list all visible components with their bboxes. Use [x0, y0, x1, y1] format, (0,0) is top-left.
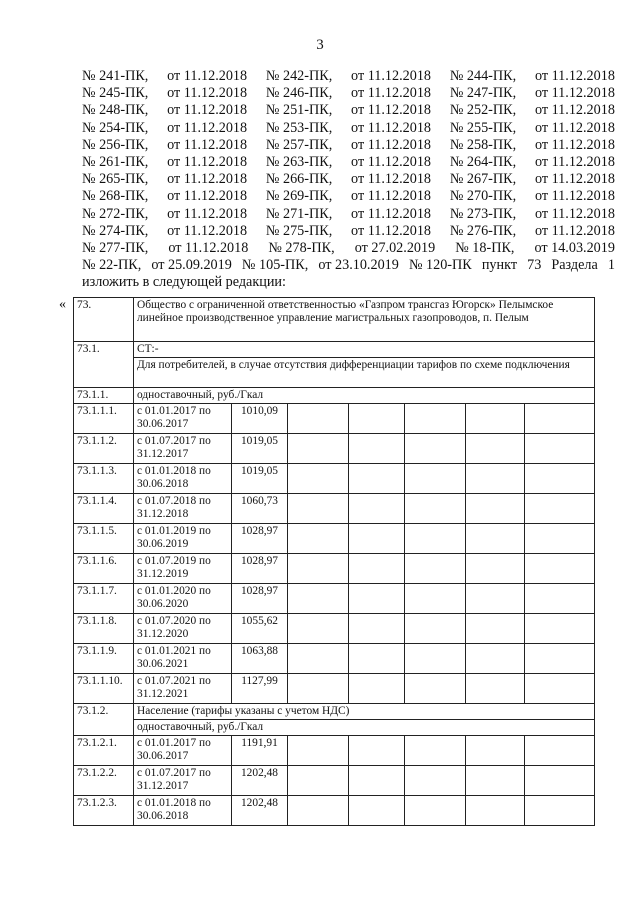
empty-cell — [288, 554, 349, 584]
empty-cell — [405, 434, 466, 464]
empty-cell — [349, 736, 405, 766]
row-value: 1019,05 — [232, 464, 288, 494]
tariff-row — [74, 494, 595, 524]
reference-token: № 257-ПК, — [265, 136, 333, 153]
row-value: 1202,48 — [232, 766, 288, 796]
reference-token: от 11.12.2018 — [534, 85, 615, 102]
empty-cell — [288, 584, 349, 614]
empty-cell — [405, 644, 466, 674]
reference-token: № 251-ПК, — [265, 102, 333, 119]
empty-cell — [349, 674, 405, 704]
reference-token: от 25.09.2019 — [151, 257, 232, 274]
reference-token: № 246-ПК, — [265, 85, 333, 102]
reference-token: от 11.12.2018 — [534, 154, 615, 171]
empty-cell — [466, 674, 525, 704]
tariff-row — [74, 434, 595, 464]
tariff-row — [74, 674, 595, 704]
consumers-note: Для потребителей, в случае отсутствия дифференциации тарифов по схеме подключения — [134, 358, 595, 388]
reference-token: 73 — [527, 257, 542, 274]
empty-cell — [405, 614, 466, 644]
reference-token: № 265-ПК, — [82, 171, 149, 188]
empty-cell — [288, 674, 349, 704]
row-period: с 01.07.2020 по 31.12.2020 — [134, 614, 232, 644]
section-label: СТ:- — [134, 342, 595, 358]
empty-cell — [349, 404, 405, 434]
reference-token: № 244-ПК, — [449, 68, 517, 84]
empty-cell — [525, 404, 595, 434]
reference-token: от 11.12.2018 — [351, 222, 432, 239]
reference-token: № 242-ПК, — [265, 68, 333, 84]
reference-token: № 120-ПК — [408, 257, 472, 274]
row-number: 73.1.1.4. — [74, 494, 134, 524]
reference-line — [82, 188, 615, 205]
row-value: 1010,09 — [232, 404, 288, 434]
empty-cell — [466, 434, 525, 464]
row-value: 1063,88 — [232, 644, 288, 674]
reference-token: № 258-ПК, — [449, 136, 517, 153]
empty-cell — [405, 796, 466, 826]
reference-token: № 278-ПК, — [268, 240, 335, 257]
tariff-row — [74, 554, 595, 584]
reference-token: № 264-ПК, — [449, 154, 517, 171]
empty-cell — [466, 796, 525, 826]
reference-line — [82, 240, 615, 257]
empty-cell — [288, 494, 349, 524]
consumers-note-row — [74, 358, 595, 388]
row-value: 1028,97 — [232, 524, 288, 554]
reference-token: от 11.12.2018 — [351, 85, 432, 102]
empty-cell — [525, 674, 595, 704]
reference-list — [82, 68, 615, 292]
empty-cell — [288, 766, 349, 796]
reference-token: № 241-ПК, — [82, 68, 149, 84]
population-row — [74, 704, 595, 720]
group1-number: 73.1.1. — [74, 388, 134, 404]
reference-token: № 105-ПК, — [241, 257, 309, 274]
tariff-table — [73, 297, 595, 826]
reference-line — [82, 223, 615, 240]
row-value: 1019,05 — [232, 434, 288, 464]
reference-token: от 11.12.2018 — [351, 188, 432, 205]
empty-cell — [288, 736, 349, 766]
reference-token: от 27.02.2019 — [354, 240, 436, 257]
empty-cell — [525, 554, 595, 584]
reference-token: пункт — [481, 257, 518, 274]
empty-cell — [349, 766, 405, 796]
row-number: 73.1.1.5. — [74, 524, 134, 554]
reference-token: № 268-ПК, — [82, 188, 149, 205]
reference-line — [82, 120, 615, 137]
row-number: 73.1.1.1. — [74, 404, 134, 434]
row-number: 73.1.1.2. — [74, 434, 134, 464]
row-period: с 01.01.2021 по 30.06.2021 — [134, 644, 232, 674]
empty-cell — [288, 614, 349, 644]
empty-cell — [466, 584, 525, 614]
opening-quote: « — [59, 297, 66, 312]
row-period: с 01.01.2018 по 30.06.2018 — [134, 796, 232, 826]
empty-cell — [466, 766, 525, 796]
row-period: с 01.01.2019 по 30.06.2019 — [134, 524, 232, 554]
reference-token: от 11.12.2018 — [168, 240, 249, 257]
empty-cell — [288, 524, 349, 554]
empty-cell — [349, 584, 405, 614]
empty-cell — [405, 766, 466, 796]
empty-cell — [525, 614, 595, 644]
population-label: Население (тарифы указаны с учетом НДС) — [134, 704, 595, 720]
reference-token: от 11.12.2018 — [351, 102, 432, 119]
reference-token: от 11.12.2018 — [534, 68, 615, 84]
reference-token: № 273-ПК, — [449, 205, 517, 222]
empty-cell — [405, 584, 466, 614]
reference-token: № 22-ПК, — [82, 257, 142, 274]
empty-cell — [288, 464, 349, 494]
empty-cell — [349, 434, 405, 464]
empty-cell — [405, 554, 466, 584]
org-row — [74, 298, 595, 342]
empty-cell — [525, 494, 595, 524]
empty-cell — [466, 524, 525, 554]
population-number: 73.1.2. — [74, 704, 134, 736]
group1-row — [74, 388, 595, 404]
reference-token: № 275-ПК, — [265, 222, 333, 239]
tariff-row — [74, 614, 595, 644]
reference-token: от 11.12.2018 — [534, 188, 615, 205]
tariff-row — [74, 644, 595, 674]
tariff-row — [74, 584, 595, 614]
empty-cell — [349, 554, 405, 584]
row-number: 73.1.1.3. — [74, 464, 134, 494]
section-number: 73.1. — [74, 342, 134, 388]
empty-cell — [466, 404, 525, 434]
empty-cell — [405, 404, 466, 434]
empty-cell — [349, 614, 405, 644]
reference-token: № 256-ПК, — [82, 136, 149, 153]
reference-token: № 253-ПК, — [265, 119, 333, 136]
reference-token: от 11.12.2018 — [534, 222, 615, 239]
empty-cell — [466, 554, 525, 584]
reference-token: от 11.12.2018 — [167, 154, 248, 171]
reference-line — [82, 206, 615, 223]
page-number: 3 — [316, 37, 324, 53]
reference-token: от 11.12.2018 — [167, 85, 248, 102]
reference-token: № 277-ПК, — [82, 240, 149, 257]
empty-cell — [349, 464, 405, 494]
reference-token: № 252-ПК, — [449, 102, 517, 119]
reference-token: от 11.12.2018 — [167, 188, 248, 205]
empty-cell — [405, 524, 466, 554]
intro-tail: изложить в следующей редакции: — [82, 274, 286, 291]
row-period: с 01.07.2018 по 31.12.2018 — [134, 494, 232, 524]
group2-label: одноставочный, руб./Гкал — [134, 720, 595, 736]
reference-token: № 263-ПК, — [265, 154, 333, 171]
tariff-row — [74, 464, 595, 494]
row-value: 1127,99 — [232, 674, 288, 704]
empty-cell — [349, 524, 405, 554]
reference-token: от 11.12.2018 — [351, 68, 432, 84]
empty-cell — [466, 494, 525, 524]
row-period: с 01.07.2017 по 31.12.2017 — [134, 434, 232, 464]
reference-token: от 11.12.2018 — [167, 119, 248, 136]
reference-token: от 11.12.2018 — [167, 102, 248, 119]
reference-token: № 248-ПК, — [82, 102, 149, 119]
row-period: с 01.07.2021 по 31.12.2021 — [134, 674, 232, 704]
reference-token: 1 — [607, 257, 615, 274]
empty-cell — [525, 584, 595, 614]
row-number: 73.1.1.8. — [74, 614, 134, 644]
row-number: 73.1.2.2. — [74, 766, 134, 796]
reference-line — [82, 171, 615, 188]
tariff-row — [74, 736, 595, 766]
reference-token: от 11.12.2018 — [534, 171, 615, 188]
row-period: с 01.01.2017 по 30.06.2017 — [134, 404, 232, 434]
empty-cell — [466, 464, 525, 494]
reference-token: № 261-ПК, — [82, 154, 149, 171]
org-number: 73. — [74, 298, 134, 342]
reference-token: № 271-ПК, — [265, 205, 333, 222]
group2-row — [74, 720, 595, 736]
row-period: с 01.07.2017 по 31.12.2017 — [134, 766, 232, 796]
row-value: 1191,91 — [232, 736, 288, 766]
empty-cell — [349, 494, 405, 524]
row-number: 73.1.2.1. — [74, 736, 134, 766]
empty-cell — [525, 736, 595, 766]
reference-token: № 245-ПК, — [82, 85, 149, 102]
reference-token: от 11.12.2018 — [167, 68, 248, 84]
empty-cell — [525, 796, 595, 826]
reference-token: от 11.12.2018 — [167, 205, 248, 222]
tariff-row — [74, 796, 595, 826]
reference-token: № 272-ПК, — [82, 205, 149, 222]
row-value: 1060,73 — [232, 494, 288, 524]
empty-cell — [405, 736, 466, 766]
reference-token: от 11.12.2018 — [167, 136, 248, 153]
empty-cell — [466, 644, 525, 674]
row-number: 73.1.1.10. — [74, 674, 134, 704]
empty-cell — [349, 644, 405, 674]
reference-token: № 18-ПК, — [455, 240, 515, 257]
reference-token: от 14.03.2019 — [534, 240, 615, 257]
reference-token: от 11.12.2018 — [534, 102, 615, 119]
reference-token: от 11.12.2018 — [351, 171, 432, 188]
empty-cell — [288, 434, 349, 464]
reference-token: № 254-ПК, — [82, 119, 149, 136]
reference-token: № 270-ПК, — [449, 188, 517, 205]
reference-token: от 11.12.2018 — [534, 205, 615, 222]
empty-cell — [288, 796, 349, 826]
reference-token: от 11.12.2018 — [534, 136, 615, 153]
reference-line — [82, 257, 615, 274]
empty-cell — [288, 404, 349, 434]
reference-token: от 11.12.2018 — [167, 222, 248, 239]
reference-token: № 269-ПК, — [265, 188, 333, 205]
reference-token: № 247-ПК, — [449, 85, 517, 102]
reference-token: № 267-ПК, — [449, 171, 517, 188]
row-value: 1028,97 — [232, 584, 288, 614]
empty-cell — [405, 674, 466, 704]
reference-token: от 11.12.2018 — [167, 171, 248, 188]
empty-cell — [466, 614, 525, 644]
reference-line — [82, 85, 615, 102]
empty-cell — [349, 796, 405, 826]
reference-token: № 255-ПК, — [449, 119, 517, 136]
reference-token: № 276-ПК, — [449, 222, 517, 239]
row-number: 73.1.1.6. — [74, 554, 134, 584]
row-period: с 01.01.2020 по 30.06.2020 — [134, 584, 232, 614]
reference-line — [82, 102, 615, 119]
empty-cell — [525, 464, 595, 494]
row-period: с 01.01.2018 по 30.06.2018 — [134, 464, 232, 494]
empty-cell — [288, 644, 349, 674]
row-number: 73.1.2.3. — [74, 796, 134, 826]
empty-cell — [405, 494, 466, 524]
reference-token: от 11.12.2018 — [351, 154, 432, 171]
row-number: 73.1.1.9. — [74, 644, 134, 674]
tariff-row — [74, 524, 595, 554]
row-value: 1055,62 — [232, 614, 288, 644]
row-number: 73.1.1.7. — [74, 584, 134, 614]
reference-line — [82, 137, 615, 154]
reference-token: от 11.12.2018 — [351, 136, 432, 153]
org-name: Общество с ограниченной ответственностью «Газпром трансгаз Югорск» Пелымское линейное производственное управление магистральных газопроводов, п. Пелым — [134, 298, 595, 342]
reference-token: Раздела — [551, 257, 598, 274]
reference-token: от 11.12.2018 — [534, 119, 615, 136]
group1-label: одноставочный, руб./Гкал — [134, 388, 595, 404]
empty-cell — [525, 434, 595, 464]
reference-token: от 11.12.2018 — [351, 119, 432, 136]
empty-cell — [525, 524, 595, 554]
empty-cell — [525, 766, 595, 796]
empty-cell — [405, 464, 466, 494]
empty-cell — [525, 644, 595, 674]
reference-line — [82, 68, 615, 85]
row-value: 1028,97 — [232, 554, 288, 584]
row-period: с 01.01.2017 по 30.06.2017 — [134, 736, 232, 766]
tariff-row — [74, 404, 595, 434]
tariff-row — [74, 766, 595, 796]
row-value: 1202,48 — [232, 796, 288, 826]
reference-token: № 274-ПК, — [82, 222, 149, 239]
empty-cell — [466, 736, 525, 766]
row-period: с 01.07.2019 по 31.12.2019 — [134, 554, 232, 584]
reference-line — [82, 154, 615, 171]
reference-token: от 11.12.2018 — [351, 205, 432, 222]
reference-token: № 266-ПК, — [265, 171, 333, 188]
section-row — [74, 342, 595, 358]
reference-token: от 23.10.2019 — [318, 257, 399, 274]
